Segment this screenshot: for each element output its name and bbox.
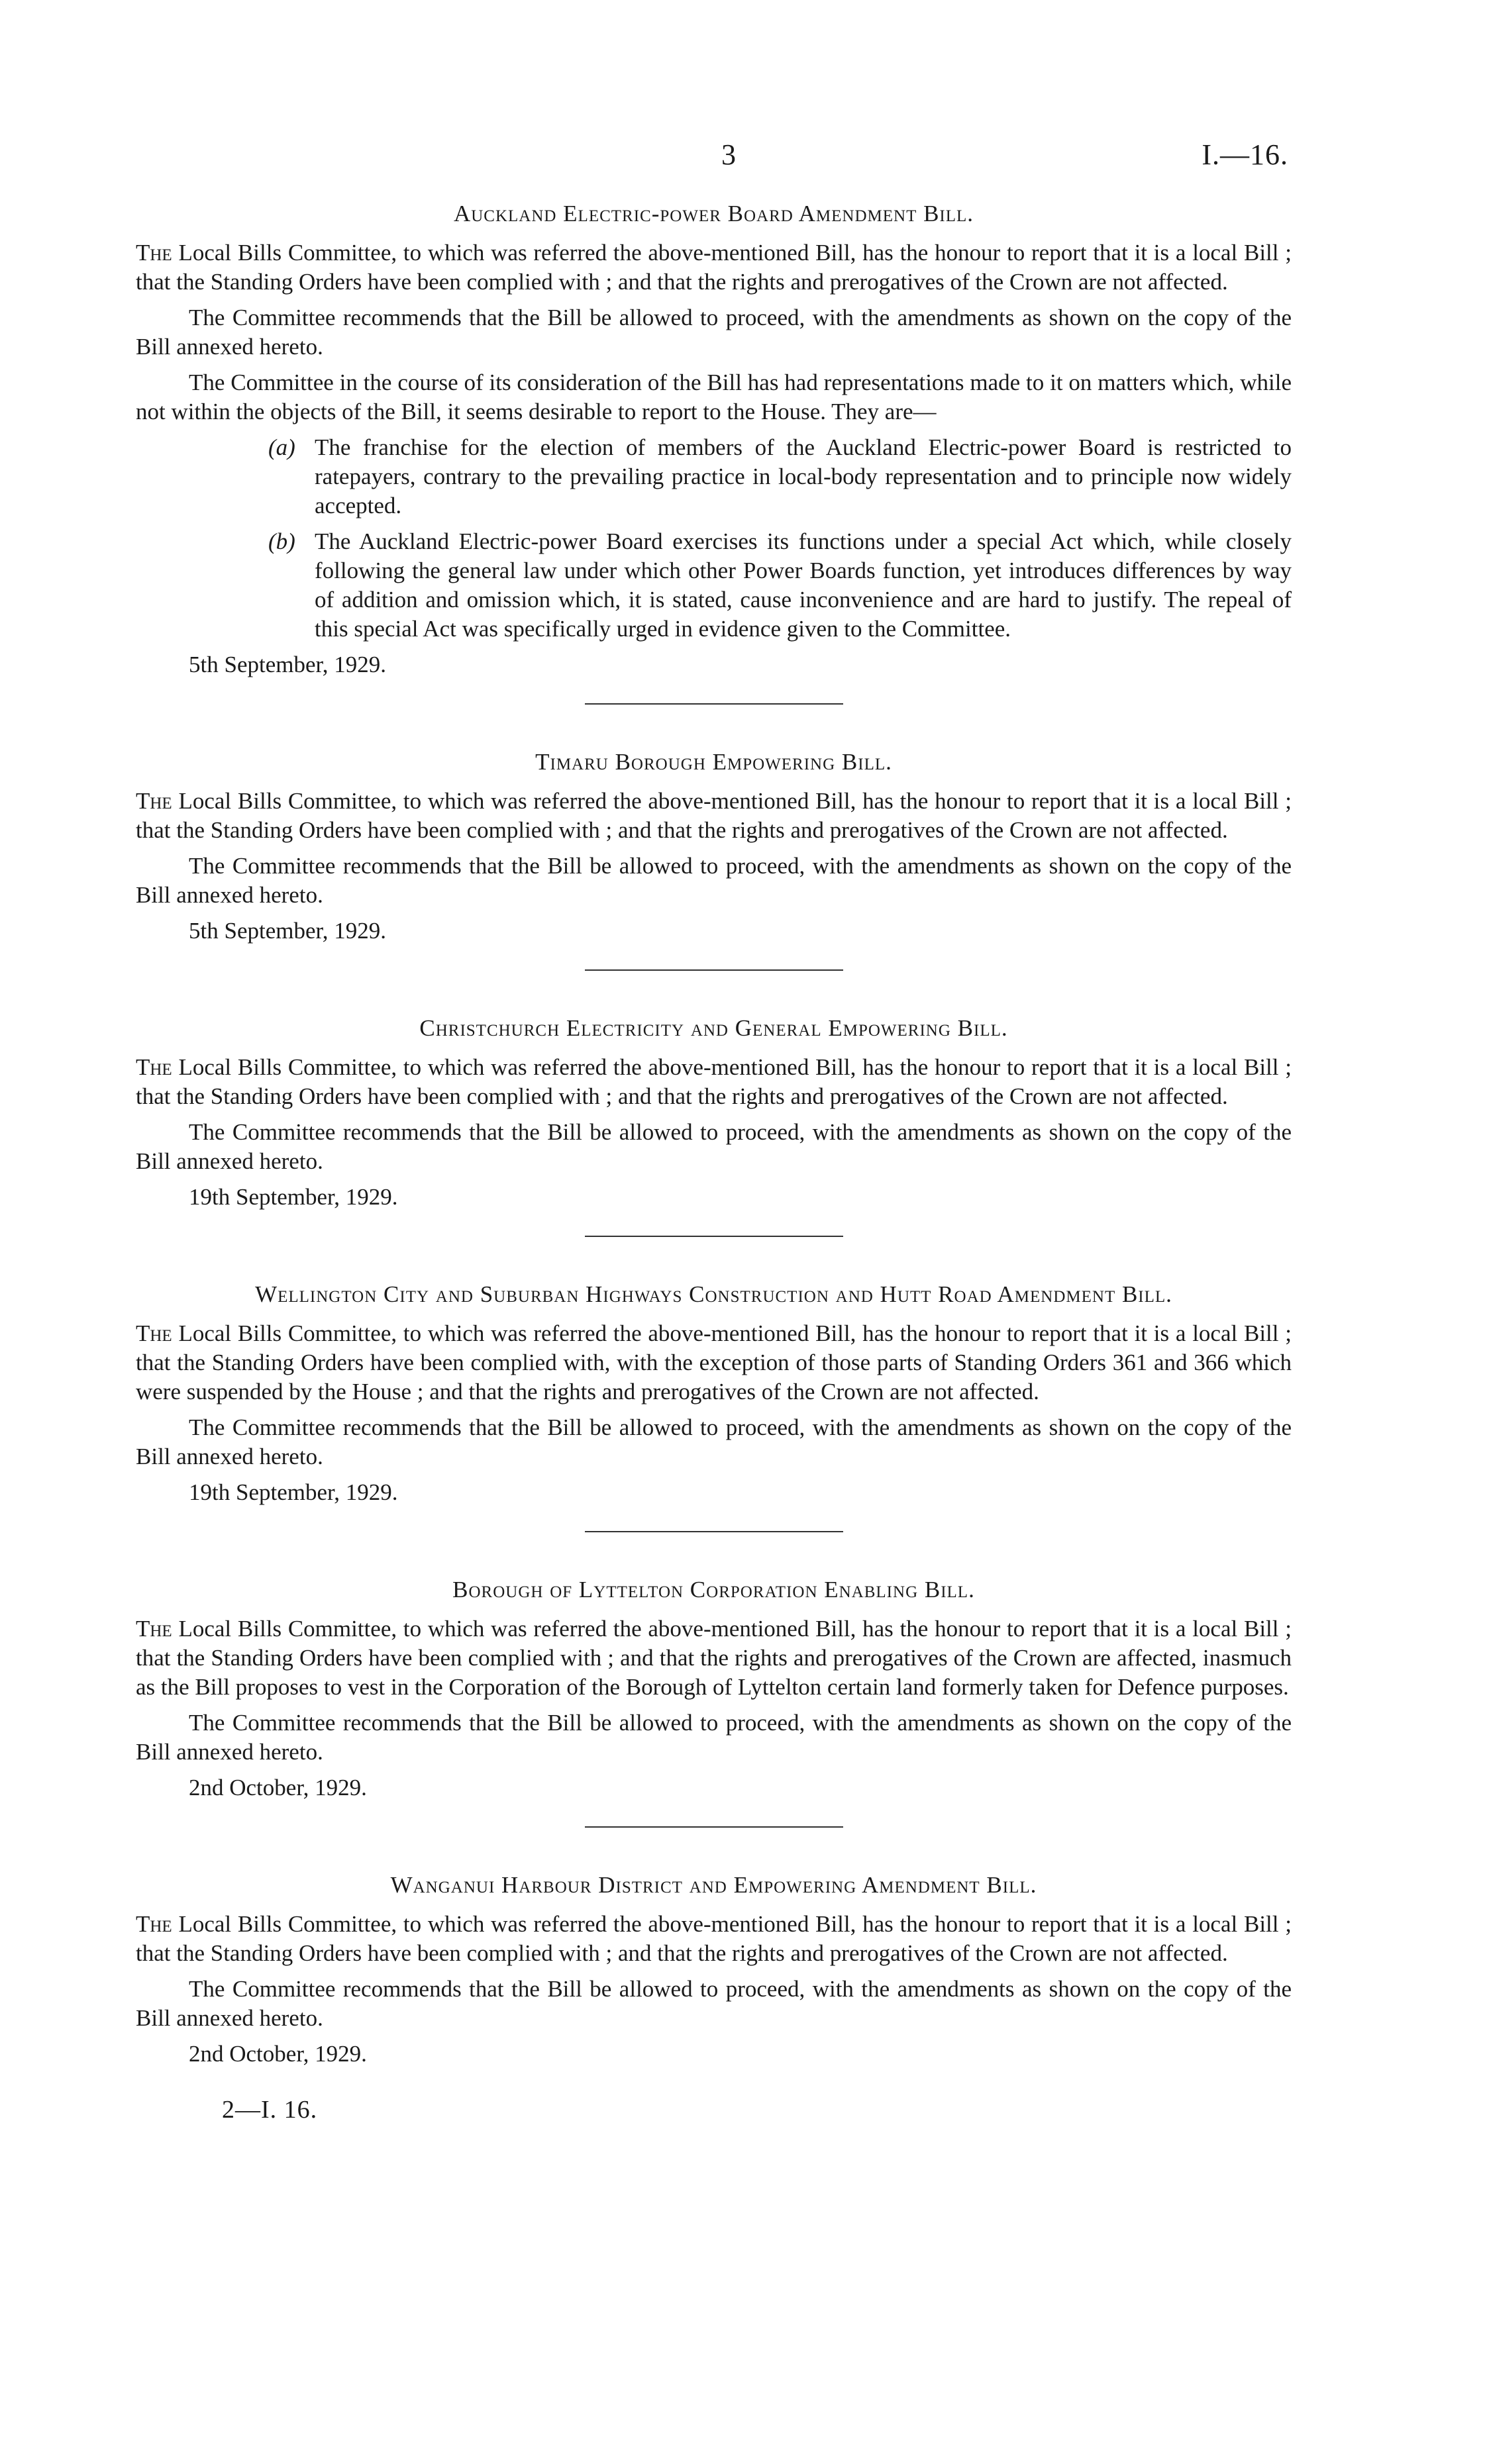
report-paragraph	[136, 1319, 1292, 1406]
lead-word: The	[136, 1054, 172, 1080]
report-paragraph	[136, 1614, 1292, 1702]
bill-report-lyttelton	[136, 1575, 1292, 1802]
section-title: Wanganui Harbour District and Empowering Amendment Bill.	[390, 1872, 1037, 1898]
paragraph-text: Local Bills Committee, to which was referred the above-mentioned Bill, has the honour to report that it is a local Bill ; that the Standing Orders have been complied with ; and that the rights and prerogatives of the Crown are not affected.	[136, 240, 1292, 295]
recommendation-paragraph: The Committee recommends that the Bill be allowed to proceed, with the amendments as shown on the copy of the Bill annexed hereto.	[136, 1976, 1292, 2031]
report-date: 5th September, 1929.	[189, 918, 386, 944]
lead-word: The	[136, 1320, 172, 1346]
recommendation-paragraph: The Committee recommends that the Bill be allowed to proceed, with the amendments as shown on the copy of the Bill annexed hereto.	[136, 305, 1292, 360]
item-label: (a)	[268, 434, 295, 460]
item-text: The Auckland Electric-power Board exercises its functions under a special Act which, while closely following the general law under which other Power Boards function, yet introduces differences by way of addition and omission which, it is stated, cause inconvenience and are hard to justify. The repeal of this special Act was specifically urged in evidence given to the Committee.	[315, 528, 1292, 642]
report-paragraph	[136, 787, 1292, 845]
report-date: 19th September, 1929.	[189, 1479, 398, 1505]
signature-mark: 2—I. 16.	[222, 2096, 318, 2124]
recommendation-paragraph: The Committee recommends that the Bill be allowed to proceed, with the amendments as shown on the copy of the Bill annexed hereto.	[136, 1710, 1292, 1765]
section-title: Christchurch Electricity and General Empowering Bill.	[419, 1015, 1008, 1041]
section-title: Borough of Lyttelton Corporation Enabling Bill.	[452, 1577, 975, 1602]
paragraph-text: Local Bills Committee, to which was referred the above-mentioned Bill, has the honour to report that it is a local Bill ; that the Standing Orders have been complied with ; and that the rights and prerogatives of the Crown are not affected.	[136, 1911, 1292, 1966]
section-divider	[585, 1236, 843, 1237]
item-text: The franchise for the election of members of the Auckland Electric-power Board is restricted to ratepayers, contrary to the prevailing practice in local-body representation and to principle now widely accepted.	[315, 434, 1292, 518]
paragraph-text: Local Bills Committee, to which was referred the above-mentioned Bill, has the honour to report that it is a local Bill ; that the Standing Orders have been complied with ; and that the rights and prerogatives of the Crown are affected, inasmuch as the Bill proposes to vest in the Corporation of the Borough of Lyttelton certain land formerly taken for Defence purposes.	[136, 1616, 1292, 1700]
section-title: Timaru Borough Empowering Bill.	[535, 749, 892, 775]
bill-report-wellington	[136, 1279, 1292, 1507]
paragraph-text: Local Bills Committee, to which was referred the above-mentioned Bill, has the honour to report that it is a local Bill ; that the Standing Orders have been complied with ; and that the rights and prerogatives of the Crown are not affected.	[136, 1054, 1292, 1109]
section-divider	[585, 1826, 843, 1828]
recommendation-paragraph: The Committee recommends that the Bill be allowed to proceed, with the amendments as shown on the copy of the Bill annexed hereto.	[136, 1414, 1292, 1469]
section-divider	[585, 969, 843, 971]
recommendation-paragraph: The Committee recommends that the Bill be allowed to proceed, with the amendments as shown on the copy of the Bill annexed hereto.	[136, 853, 1292, 908]
report-paragraph	[136, 1910, 1292, 1968]
bill-report-wanganui	[136, 1870, 1292, 2069]
report-date: 2nd October, 1929.	[189, 1775, 367, 1800]
bill-report-christchurch	[136, 1013, 1292, 1212]
document-body	[136, 199, 1292, 2124]
list-item	[136, 433, 1292, 520]
recommendation-paragraph: The Committee recommends that the Bill be allowed to proceed, with the amendments as shown on the copy of the Bill annexed hereto.	[136, 1119, 1292, 1174]
paragraph-text: Local Bills Committee, to which was referred the above-mentioned Bill, has the honour to report that it is a local Bill ; that the Standing Orders have been complied with, with the exception of those parts of Standing Orders 361 and 366 which were suspended by the House ; and that the rights and prerogatives of the Crown are not affected.	[136, 1320, 1292, 1404]
report-date: 5th September, 1929.	[189, 652, 386, 677]
report-date: 2nd October, 1929.	[189, 2041, 367, 2067]
lead-word: The	[136, 1616, 172, 1642]
section-title: Wellington City and Suburban Highways Construction and Hutt Road Amendment Bill.	[255, 1281, 1172, 1307]
page-number: 3	[721, 138, 736, 171]
list-item	[136, 527, 1292, 644]
item-label: (b)	[268, 528, 295, 554]
lead-word: The	[136, 1911, 172, 1937]
report-date: 19th September, 1929.	[189, 1184, 398, 1210]
lead-word: The	[136, 788, 172, 814]
report-paragraph	[136, 1053, 1292, 1111]
bill-report-auckland	[136, 199, 1292, 679]
section-divider	[585, 703, 843, 705]
lead-word: The	[136, 240, 172, 266]
section-title: Auckland Electric-power Board Amendment Bill.	[453, 201, 974, 226]
report-paragraph	[136, 238, 1292, 297]
bill-report-timaru	[136, 747, 1292, 946]
document-reference: I.—16.	[1202, 138, 1288, 171]
section-divider	[585, 1531, 843, 1532]
representations-paragraph: The Committee in the course of its consideration of the Bill has had representations made to it on matters which, while not within the objects of the Bill, it seems desirable to report to the House. They are—	[136, 370, 1292, 424]
paragraph-text: Local Bills Committee, to which was referred the above-mentioned Bill, has the honour to report that it is a local Bill ; that the Standing Orders have been complied with ; and that the rights and prerogatives of the Crown are not affected.	[136, 788, 1292, 843]
